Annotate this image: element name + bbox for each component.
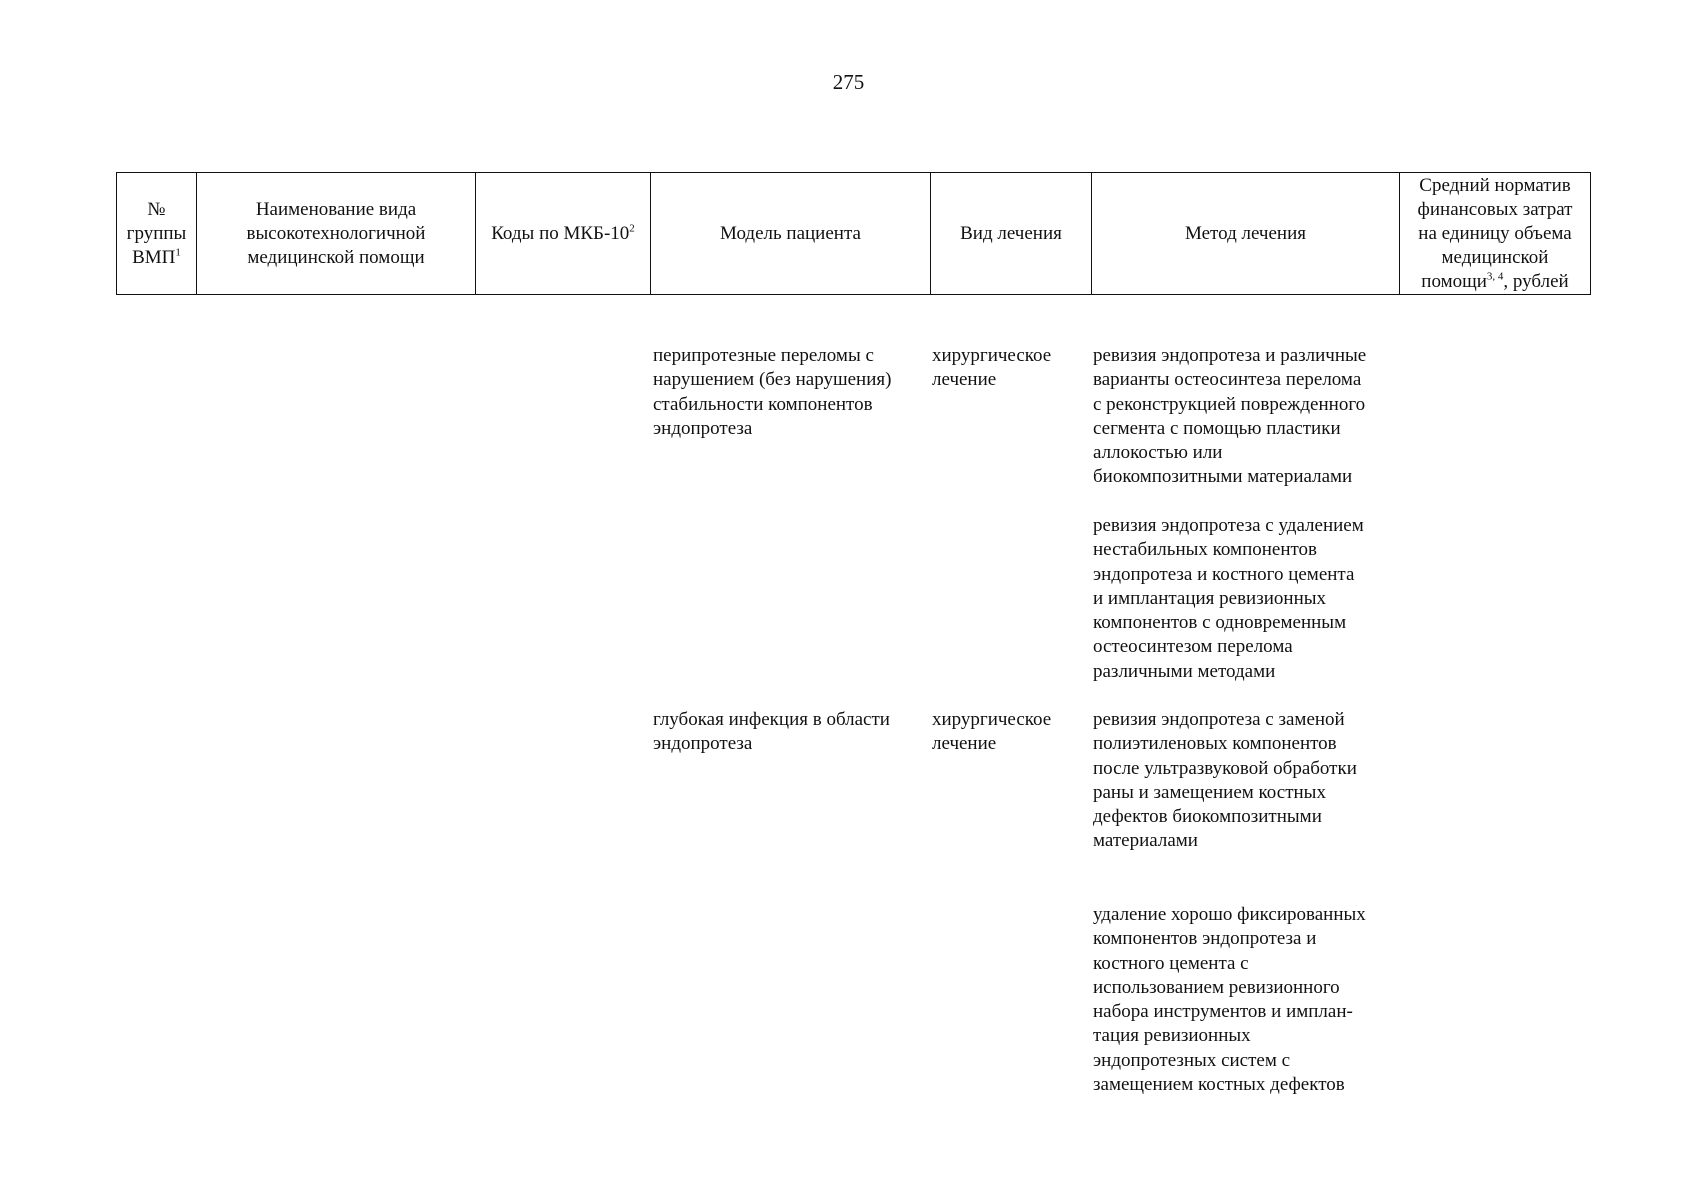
cell-line: сегмента с помощью пластики bbox=[1093, 417, 1341, 439]
cell-line: эндопротеза bbox=[653, 417, 753, 439]
cell-line: различными методами bbox=[1093, 660, 1276, 682]
cell-line: эндопротеза и костного цемента bbox=[1093, 563, 1355, 585]
cell-line: биокомпозитными материалами bbox=[1093, 466, 1353, 488]
treatment-method-cell bbox=[1093, 708, 1357, 854]
page-number: 275 bbox=[832, 70, 865, 94]
header-treatment-method: Метод лечения bbox=[1092, 173, 1400, 295]
cell-line: костного цемента с bbox=[1093, 952, 1249, 974]
cell-line: глубокая инфекция в области bbox=[653, 709, 890, 730]
footnote-ref: 3, 4 bbox=[1486, 270, 1504, 283]
cell-line: замещением костных дефектов bbox=[1093, 1074, 1345, 1096]
header-patient-model: Модель пациента bbox=[651, 173, 931, 295]
cell-line: хирургическое bbox=[932, 345, 1052, 366]
footnote-ref: 2 bbox=[629, 222, 635, 235]
header-care-type-name bbox=[197, 173, 476, 295]
table-header bbox=[116, 172, 1591, 295]
treatment-method-cell bbox=[1093, 514, 1364, 684]
header-cost-line: финансовых затрат bbox=[1417, 198, 1573, 220]
cell-line: компонентов эндопротеза и bbox=[1093, 928, 1317, 950]
cell-line: полиэтиленовых компонентов bbox=[1093, 733, 1337, 755]
cell-line: эндопротеза bbox=[653, 733, 753, 755]
header-group-number-line: № bbox=[147, 198, 166, 220]
cell-line: набора инструментов и имплан- bbox=[1093, 1001, 1353, 1023]
cell-line: нарушением (без нарушения) bbox=[653, 369, 892, 391]
header-care-type-line: высокотехнологичной bbox=[246, 222, 426, 244]
cell-line: остеосинтезом перелома bbox=[1093, 636, 1293, 658]
cell-line: после ультразвуковой обработки bbox=[1093, 757, 1357, 779]
header-treatment-type: Вид лечения bbox=[931, 173, 1092, 295]
header-cost-line-tail: , рублей bbox=[1503, 270, 1569, 292]
header-care-type-line: Наименование вида bbox=[255, 198, 417, 220]
header-cost-line: медицинской bbox=[1441, 246, 1549, 268]
cell-line: лечение bbox=[932, 369, 997, 391]
cell-line: эндопротезных систем с bbox=[1093, 1049, 1291, 1071]
cell-line: материалами bbox=[1093, 830, 1198, 852]
header-cost-line: на единицу объема bbox=[1418, 222, 1572, 244]
cell-line: ревизия эндопротеза с заменой bbox=[1093, 709, 1345, 730]
footnote-ref: 1 bbox=[175, 246, 181, 259]
cell-line: аллокостью или bbox=[1093, 442, 1223, 464]
cell-line: дефектов биокомпозитными bbox=[1093, 806, 1322, 828]
cell-line: хирургическое bbox=[932, 709, 1052, 730]
header-cost-standard bbox=[1400, 173, 1591, 295]
cell-line: и имплантация ревизионных bbox=[1093, 587, 1327, 609]
treatment-method-cell bbox=[1093, 344, 1366, 490]
cell-line: стабильности компонентов bbox=[653, 393, 873, 415]
cell-line: использованием ревизионного bbox=[1093, 976, 1340, 998]
cell-line: тация ревизионных bbox=[1093, 1025, 1251, 1047]
cell-line: перипротезные переломы с bbox=[653, 345, 874, 366]
cell-line: ревизия эндопротеза с удалением bbox=[1093, 515, 1364, 536]
header-icd-codes-label: Коды по МКБ-10 bbox=[491, 222, 630, 244]
header-cost-line: помощи bbox=[1421, 270, 1487, 292]
cell-line: компонентов с одновременным bbox=[1093, 612, 1347, 634]
header-icd-codes bbox=[476, 173, 651, 295]
cell-line: с реконструкцией поврежденного bbox=[1093, 393, 1366, 415]
cell-line: ревизия эндопротеза и различные bbox=[1093, 345, 1367, 366]
treatment-type-cell bbox=[932, 344, 1051, 393]
patient-model-cell bbox=[653, 708, 890, 757]
treatment-method-cell bbox=[1093, 903, 1366, 1097]
header-care-type-line: медицинской помощи bbox=[247, 246, 425, 268]
treatment-type-cell bbox=[932, 708, 1051, 757]
cell-line: удаление хорошо фиксированных bbox=[1093, 904, 1366, 925]
header-group-number-line: группы bbox=[126, 222, 187, 244]
header-group-number bbox=[117, 173, 197, 295]
header-group-number-line: ВМП bbox=[132, 246, 176, 268]
cell-line: раны и замещением костных bbox=[1093, 781, 1326, 803]
cell-line: нестабильных компонентов bbox=[1093, 539, 1318, 561]
patient-model-cell bbox=[653, 344, 891, 441]
header-cost-line: Средний норматив bbox=[1419, 174, 1571, 196]
cell-line: варианты остеосинтеза перелома bbox=[1093, 369, 1362, 391]
cell-line: лечение bbox=[932, 733, 997, 755]
